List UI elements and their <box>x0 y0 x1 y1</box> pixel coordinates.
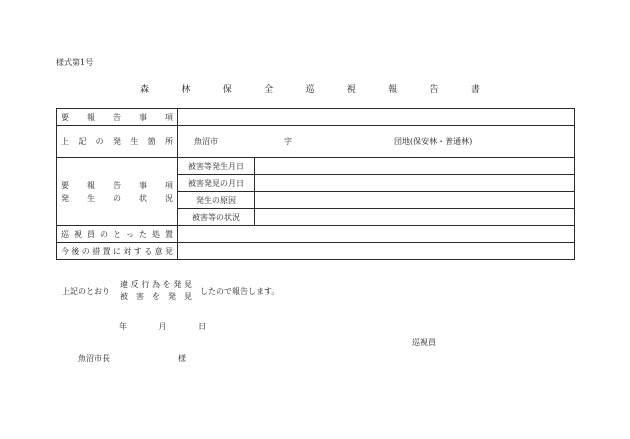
addressee-name: 魚沼市長 <box>78 354 110 363</box>
title-char: 巡 <box>305 85 315 95</box>
location-type: 団地(保安林・普通林) <box>394 137 473 146</box>
document-title <box>140 82 480 95</box>
report-date <box>119 321 206 332</box>
subject-field[interactable] <box>178 109 575 126</box>
report-option-violation: 違反行為を発見 <box>120 280 192 289</box>
report-prefix: 上記のとおり <box>62 286 110 296</box>
subject-label: 要報告事項 <box>57 109 178 126</box>
title-char: 全 <box>264 85 274 95</box>
situation-item-occurrence-date: 被害等発生月日 <box>178 158 255 175</box>
measures-label: 巡視員のとった処置 <box>57 226 178 243</box>
title-char: 書 <box>470 85 480 95</box>
occurrence-date-field[interactable] <box>255 158 575 175</box>
location-field[interactable] <box>178 126 575 158</box>
form-number: 様式第1号 <box>56 58 94 67</box>
damage-field[interactable] <box>255 209 575 226</box>
addressee <box>78 353 186 364</box>
opinion-label: 今後の措置に対する意見 <box>57 243 178 260</box>
report-option-damage: 被害を発見 <box>120 292 192 301</box>
situation-label: 要報告事項 発生の状況 <box>57 158 178 226</box>
date-year: 年 <box>119 322 127 331</box>
report-suffix: したので報告します。 <box>200 286 280 296</box>
title-char: 保 <box>222 85 232 95</box>
title-char: 森 <box>140 85 150 95</box>
report-statement <box>62 279 279 303</box>
report-form-table <box>56 108 575 260</box>
date-day: 日 <box>198 322 207 331</box>
title-char: 告 <box>429 85 439 95</box>
report-options <box>120 279 192 303</box>
situation-item-discovery-date: 被害発見の月日 <box>178 175 255 192</box>
cause-field[interactable] <box>255 192 575 209</box>
location-aza: 字 <box>284 137 292 146</box>
title-char: 林 <box>181 85 191 95</box>
inspector-label: 巡視員 <box>412 338 436 347</box>
measures-field[interactable] <box>178 226 575 243</box>
situation-item-cause: 発生の原因 <box>178 192 255 209</box>
location-city: 魚沼市 <box>194 137 218 146</box>
discovery-date-field[interactable] <box>255 175 575 192</box>
title-char: 視 <box>346 85 356 95</box>
opinion-field[interactable] <box>178 243 575 260</box>
date-month: 月 <box>158 322 167 331</box>
location-label: 上記の発生箇所 <box>57 126 178 158</box>
situation-item-damage: 被害等の状況 <box>178 209 255 226</box>
addressee-honorific: 様 <box>178 354 186 363</box>
title-char: 報 <box>388 85 398 95</box>
